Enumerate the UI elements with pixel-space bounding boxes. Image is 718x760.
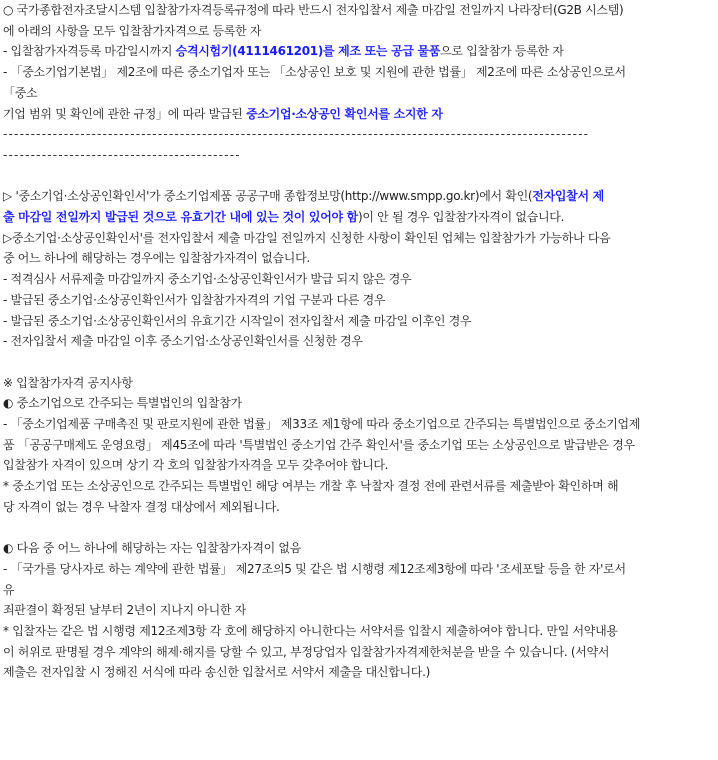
requirement-sme-line-3 bbox=[3, 104, 715, 125]
announce-note-line: 제출은 전자입찰 시 정해진 서식에 따라 송신한 입찰서로 서약서 제출을 대신합니다.) bbox=[3, 665, 430, 680]
confirm-line-3: ▷중소기업·소상공인확인서'를 전자입찰서 제출 마감일 전일까지 신청한 사항이 확인된 업체는 입찰참가가 가능하나 다음 bbox=[3, 230, 611, 245]
requirement-sme-line-1: - 「중소기업기본법」 제2조에 따른 중소기업자 또는 「소상공인 보호 및 지원에 관한 법률」 제2조에 따른 소상공인으로서 bbox=[3, 65, 626, 80]
confirm-line-4: 중 어느 하나에 해당하는 경우에는 입찰참가자격이 없습니다. bbox=[3, 251, 310, 266]
requirement-sme-line-2: 「중소 bbox=[3, 85, 38, 100]
spacer bbox=[3, 352, 715, 373]
ineligible-case: - 전자입찰서 제출 마감일 이후 중소기업·소상공인확인서를 신청한 경우 bbox=[3, 334, 363, 349]
announce-note-line: * 중소기업 또는 소상공인으로 간주되는 특별법인 해당 여부는 개찰 후 낙찰자 결정 전에 관련서류를 제출받아 확인하며 해 bbox=[3, 479, 619, 494]
emphasized-certificate: 중소기업·소상공인 확인서를 소지한 자 bbox=[246, 106, 443, 121]
spacer bbox=[3, 518, 715, 539]
requirement-text: 으로 입찰참가 등록한 자 bbox=[440, 44, 564, 59]
announce-heading-disqualified: ◐ 다음 중 어느 하나에 해당하는 자는 입찰참가자격이 없음 bbox=[3, 541, 302, 556]
announce-note-line: 이 허위로 판명될 경우 계약의 해제·해지를 당할 수 있고, 부정당업자 입찰참가자격제한처분을 받을 수 있습니다. (서약서 bbox=[3, 644, 610, 659]
emphasized-product: 승격시험기(4111461201)를 제조 또는 공급 물품 bbox=[175, 44, 441, 59]
confirm-text: )이 안 될 경우 입찰참가자격이 없습니다. bbox=[357, 210, 565, 225]
announce-para-line: 품 「공공구매제도 운영요령」 제45조에 따라 '특별법인 중소기업 간주 확인서'를 중소기업 또는 소상공인으로 발급받은 경우 bbox=[3, 437, 635, 452]
announce-title: ※ 입찰참가자격 공지사항 bbox=[3, 375, 133, 390]
confirm-line-2 bbox=[3, 207, 715, 228]
divider-line: ---------------------------------------------------------------------------------------------------------- bbox=[3, 127, 590, 142]
ineligible-case: - 적격심사 서류제출 마감일까지 중소기업·소상공인확인서가 발급 되지 않은 경우 bbox=[3, 272, 412, 287]
intro-line-2: 에 아래의 사항을 모두 입찰참가자격으로 등록한 자 bbox=[3, 23, 262, 38]
announce-note-line: 당 자격이 없는 경우 낙찰자 결정 대상에서 제외됩니다. bbox=[3, 499, 280, 514]
requirement-product-registration bbox=[3, 41, 715, 62]
announce-note-line: * 입찰자는 같은 법 시행령 제12조제3항 각 호에 해당하지 아니한다는 서약서를 입찰시 제출하여야 합니다. 만일 서약내용 bbox=[3, 624, 618, 639]
announce-para-line: 입찰참가 자격이 있으며 상기 각 호의 입찰참가자격을 모두 갖추어야 합니다. bbox=[3, 458, 389, 473]
announce-para-line: 죄판결이 확정된 날부터 2년이 지나지 아니한 자 bbox=[3, 603, 246, 618]
requirement-text: 기업 범위 및 확인에 관한 규정」에 따라 발급된 bbox=[3, 106, 247, 121]
intro-line-1: ○ 국가종합전자조달시스템 입찰참가자격등록규정에 따라 반드시 전자입찰서 제출 마감일 전일까지 나라장터(G2B 시스템) bbox=[3, 3, 624, 17]
confirm-text: ▷ '중소기업·소상공인확인서'가 중소기업제품 공공구매 종합정보망(http://www.smpp.go.kr)에서 확인( bbox=[3, 189, 533, 204]
announce-para-line: - 「국가를 당사자로 하는 계약에 관한 법률」 제27조의5 및 같은 법 시행령 제12조제3항에 따라 '조세포탈 등을 한 자'로서 bbox=[3, 561, 626, 576]
spacer bbox=[3, 166, 715, 187]
announce-heading-special-corp: ◐ 중소기업으로 간주되는 특별법인의 입찰참가 bbox=[3, 396, 242, 411]
requirement-text: - 입찰참가자격등록 마감일시까지 bbox=[3, 44, 176, 59]
announce-para-line: - 「중소기업제품 구매촉진 및 판로지원에 관한 법률」 제33조 제1항에 따라 중소기업으로 간주되는 특별법인으로 중소기업제 bbox=[3, 417, 641, 432]
ineligible-case: - 발급된 중소기업·소상공인확인서가 입찰참가자격의 기업 구분과 다른 경우 bbox=[3, 292, 386, 307]
confirm-line-1 bbox=[3, 186, 715, 207]
emphasized-deadline: 전자입찰서 제 bbox=[532, 189, 604, 204]
divider-line: ------------------------------------------- bbox=[3, 147, 241, 162]
ineligible-case: - 발급된 중소기업·소상공인확인서의 유효기간 시작일이 전자입찰서 제출 마감일 이후인 경우 bbox=[3, 313, 472, 328]
announce-para-line: 유 bbox=[3, 582, 15, 597]
emphasized-deadline: 출 마감일 전일까지 발급된 것으로 유효기간 내에 있는 것이 있어야 함 bbox=[3, 210, 358, 225]
